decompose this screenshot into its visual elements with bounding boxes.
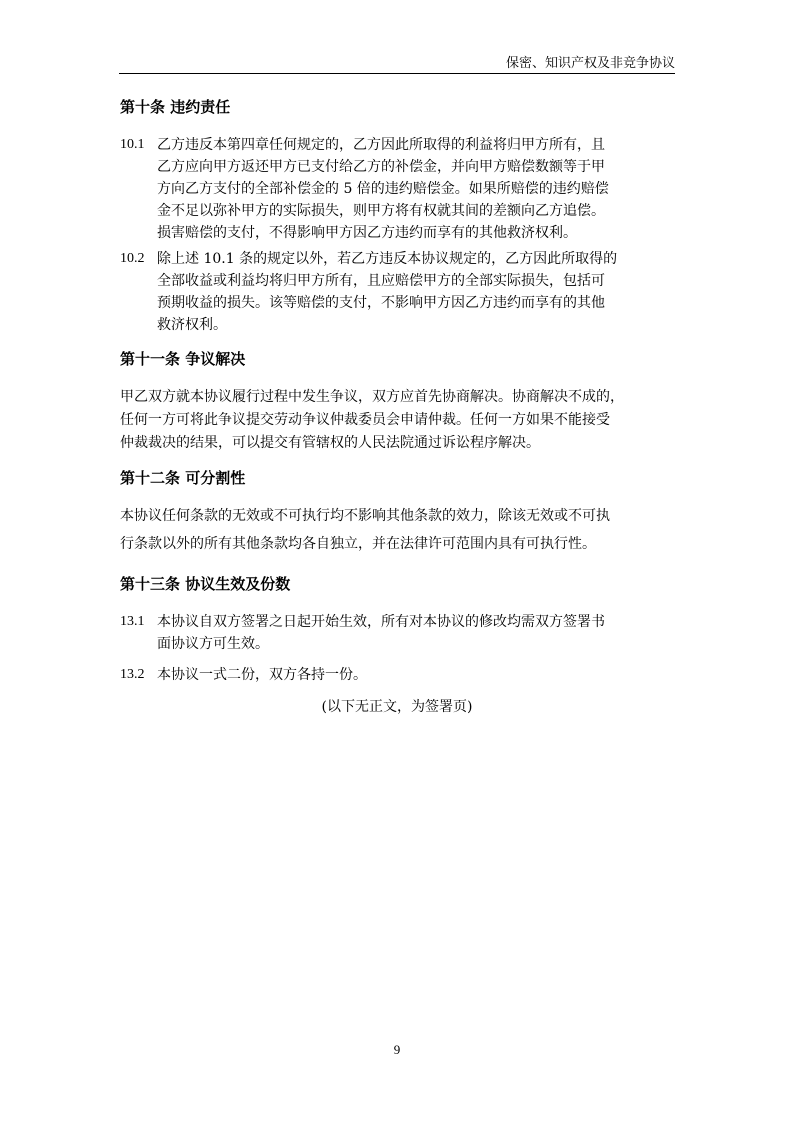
text-line: 乙方违反本第四章任何规定的，乙方因此所取得的利益将归甲方所有，且 xyxy=(157,137,605,153)
article-10-heading: 第十条 违约责任 xyxy=(120,98,231,116)
clause-number: 10.2 xyxy=(120,251,145,266)
article-11-heading: 第十一条 争议解决 xyxy=(120,350,246,368)
header-rule xyxy=(119,73,675,74)
text-line: 方向乙方支付的全部补偿金的 5 倍的违约赔偿金。如果所赔偿的违约赔偿 xyxy=(157,181,609,197)
clause-number: 13.1 xyxy=(120,614,145,629)
text-line: 除上述 10.1 条的规定以外，若乙方违反本协议规定的，乙方因此所取得的 xyxy=(157,251,618,267)
text-line: 面协议方可生效。 xyxy=(157,636,269,652)
clause-text xyxy=(157,611,605,655)
article-13-heading: 第十三条 协议生效及份数 xyxy=(120,575,291,593)
text-line: 甲乙双方就本协议履行过程中发生争议，双方应首先协商解决。协商解决不成的， xyxy=(120,389,624,405)
clause-number: 13.2 xyxy=(120,667,145,682)
clause-text xyxy=(157,134,609,244)
text-line: 本协议自双方签署之日起开始生效，所有对本协议的修改均需双方签署书 xyxy=(157,614,605,630)
article-12-heading: 第十二条 可分割性 xyxy=(120,469,246,487)
text-line: 金不足以弥补甲方的实际损失，则甲方将有权就其间的差额向乙方追偿。 xyxy=(157,203,605,219)
text-line: 预期收益的损失。该等赔偿的支付，不影响甲方因乙方违约而享有的其他 xyxy=(157,295,605,311)
closing-note: (以下无正文，为签署页) xyxy=(321,699,473,715)
text-line: 仲裁裁决的结果，可以提交有管辖权的人民法院通过诉讼程序解决。 xyxy=(120,435,540,451)
text-line: 任何一方可将此争议提交劳动争议仲裁委员会申请仲裁。任何一方如果不能接受 xyxy=(120,412,610,428)
text-line: 本协议一式二份，双方各持一份。 xyxy=(157,667,367,683)
text-line: 乙方应向甲方返还甲方已支付给乙方的补偿金，并向甲方赔偿数额等于甲 xyxy=(157,159,605,175)
running-header: 保密、知识产权及非竞争协议 xyxy=(505,56,675,71)
text-line: 本协议任何条款的无效或不可执行均不影响其他条款的效力，除该无效或不可执 xyxy=(120,508,610,524)
clause-number: 10.1 xyxy=(120,137,145,152)
article-12-paragraph xyxy=(120,502,610,558)
text-line: 全部收益或利益均将归甲方所有，且应赔偿甲方的全部实际损失，包括可 xyxy=(157,273,605,289)
article-11-paragraph xyxy=(120,386,624,455)
text-line: 行条款以外的所有其他条款均各自独立，并在法律许可范围内具有可执行性。 xyxy=(120,536,596,552)
text-line: 救济权利。 xyxy=(157,317,227,333)
text-line: 损害赔偿的支付，不得影响甲方因乙方违约而享有的其他救济权利。 xyxy=(157,225,577,241)
clause-text xyxy=(157,248,617,336)
page-number: 9 xyxy=(393,1042,401,1057)
clause-text xyxy=(157,664,367,686)
